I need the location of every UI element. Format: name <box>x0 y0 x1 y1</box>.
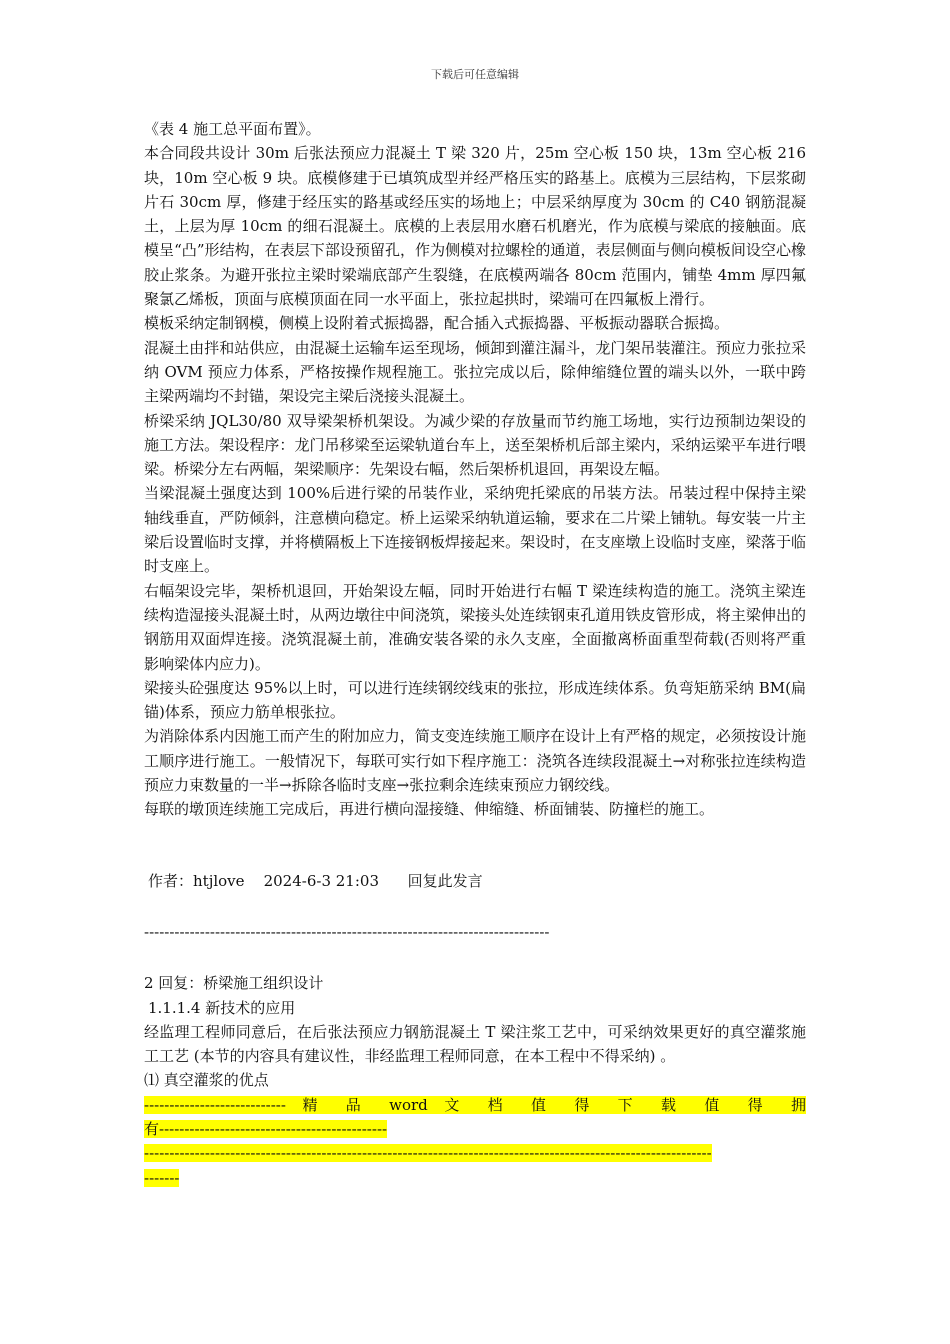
highlight-line: ------- <box>144 1168 180 1187</box>
paragraph: 模板采纳定制钢模，侧模上设附着式振捣器，配合插入式振捣器、平板振动器联合振捣。 <box>144 314 730 333</box>
paragraph: 桥梁采纳 JQL30/80 双导梁架桥机架设。为减少梁的存放量而节约施工场地，实行边预制边架设的施工方法。架设程序：龙门吊移梁至运梁轨道台车上，送至架桥机后部主梁内，采纳运梁平车进行喂梁。桥梁分左右两幅，架梁顺序：先架设右幅，然后架桥机退回，再架设左幅。 <box>144 411 806 479</box>
page-header: 下载后可任意编辑 <box>431 68 519 81</box>
highlight-text: ---------------------------- 精 品 word 文 档 值 得 下 载 值 得 拥 <box>144 1095 806 1114</box>
section-paragraph: 经监理工程师同意后，在后张法预应力钢筋混凝土 T 梁注浆工艺中，可采纳效果更好的真空灌浆施工工艺 (本节的内容具有建议性，非经监理工程师同意，在本工程中不得采纳) 。 <box>144 1022 806 1066</box>
highlight-line: 有--------------------------------------------- <box>144 1119 388 1138</box>
reply-title: 2 回复：桥梁施工组织设计 <box>144 974 324 993</box>
section-number: 1.1.1.4 新技术的应用 <box>148 998 296 1017</box>
highlight-banner <box>144 1093 806 1117</box>
paragraph: 为消除体系内因施工而产生的附加应力，简支变连续施工顺序在设计上有严格的规定，必须按设计施工顺序进行施工。一般情况下，每联可实行如下程序施工：浇筑各连续段混凝土→对称张拉连续构造预应力束数量的一半→拆除各临时支座→张拉剩余连续束预应力钢绞线。 <box>144 727 806 795</box>
separator-line: -------------------------------------------------------------------------------- <box>144 922 550 941</box>
document-body <box>144 117 806 1190</box>
highlight-line: ---------------------------------------------------------------------------------------------------------------- <box>144 1144 712 1163</box>
author-line: 作者：htjlove 2024-6-3 21:03 回复此发言 <box>148 871 483 890</box>
paragraph: 《表 4 施工总平面布置》。 <box>144 120 321 138</box>
paragraph: 本合同段共设计 30m 后张法预应力混凝土 T 梁 320 片，25m 空心板 150 块，13m 空心板 216 块，10m 空心板 9 块。底模修建于已填筑成型并经严格压实的路基上。底模为三层结构，下层浆砌片石 30cm 厚，修建于经压实的路基或经压实的场地上；中层采纳厚度为 30cm 的 C40 钢筋混凝土，上层为厚 10cm 的细石混凝土。底模的上表层用水磨石机磨光，作为底模与梁底的接触面。底模呈“凸”形结构，在表层下部设预留孔，作为侧模对拉螺栓的通道，表层侧面与侧向模板间设空心橡胶止浆条。为避开张拉主梁时梁端底部产生裂缝，在底模两端各 80cm 范围内，铺垫 4mm 厚四氟聚氯乙烯板，顶面与底模顶面在同一水平面上，张拉起拱时，梁端可在四氟板上滑行。 <box>144 144 806 309</box>
paragraph: 混凝土由拌和站供应，由混凝土运输车运至现场，倾卸到灌注漏斗，龙门架吊装灌注。预应力张拉采纳 OVM 预应力体系，严格按操作规程施工。张拉完成以后，除伸缩缝位置的端头以外，一联中跨主梁两端均不封锚，架设完主梁后浇接头混凝土。 <box>144 338 806 406</box>
paragraph: 右幅架设完毕，架桥机退回，开始架设左幅，同时开始进行右幅 T 梁连续构造的施工。浇筑主梁连续构造湿接头混凝土时，从两边墩往中间浇筑，梁接头处连续钢束孔道用铁皮管形成，将主梁伸出的钢筋用双面焊连接。浇筑混凝土前，准确安装各梁的永久支座，全面撤离桥面重型荷载(否则将严重影响梁体内应力)。 <box>144 581 806 673</box>
paragraph: 梁接头砼强度达 95%以上时，可以进行连续钢绞线束的张拉，形成连续体系。负弯矩筋采纳 BM(扁锚)体系，预应力筋单根张拉。 <box>144 678 806 722</box>
list-item: ⑴ 真空灌浆的优点 <box>144 1071 269 1090</box>
paragraph: 当梁混凝土强度达到 100%后进行梁的吊装作业，采纳兜托梁底的吊装方法。吊装过程中保持主梁轴线垂直，严防倾斜，注意横向稳定。桥上运梁采纳轨道运输，要求在二片梁上铺轨。每安装一片主梁后设置临时支撑，并将横隔板上下连接钢板焊接起来。架设时，在支座墩上设临时支座，梁落于临时支座上。 <box>144 484 806 576</box>
paragraph: 每联的墩顶连续施工完成后，再进行横向湿接缝、伸缩缝、桥面铺装、防撞栏的施工。 <box>144 800 715 819</box>
